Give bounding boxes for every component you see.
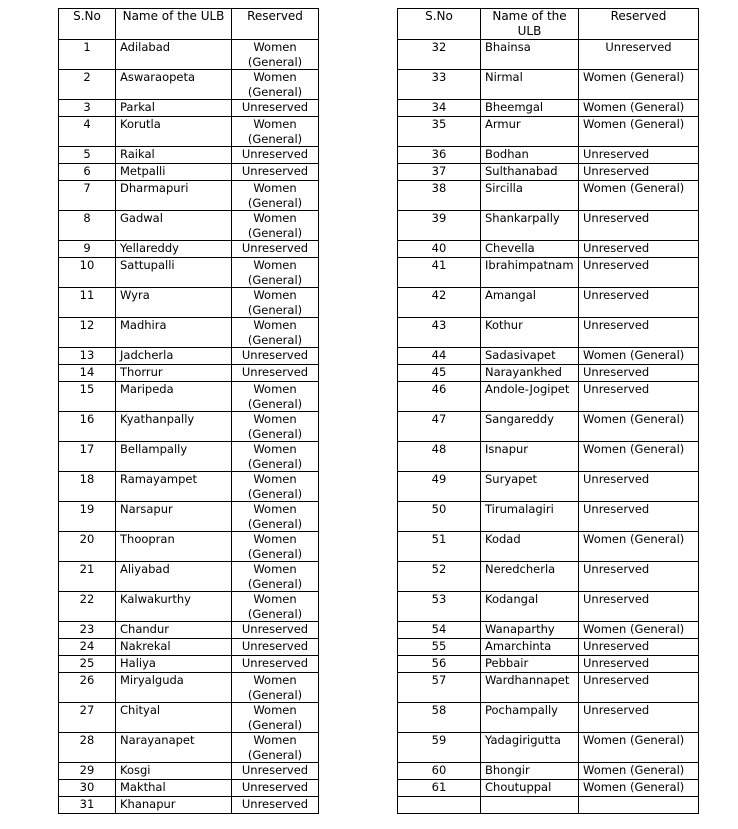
sno-cell: 7 <box>59 181 116 211</box>
sno-cell: 53 <box>398 592 481 622</box>
reserved-cell: Unreserved <box>579 318 699 348</box>
sno-cell: 12 <box>59 318 116 348</box>
reserved-cell: Unreserved <box>579 562 699 592</box>
sno-cell: 18 <box>59 472 116 502</box>
reserved-cell: Women (General) <box>579 412 699 442</box>
ulb-name-cell: Korutla <box>116 117 232 147</box>
sno-cell: 14 <box>59 365 116 382</box>
sno-cell: 16 <box>59 412 116 442</box>
sno-cell: 39 <box>398 211 481 241</box>
table-row <box>398 562 699 592</box>
table-row <box>59 592 319 622</box>
sno-cell: 6 <box>59 164 116 181</box>
reserved-cell: Unreserved <box>579 502 699 532</box>
ulb-name-cell: Kodad <box>481 532 579 562</box>
sno-cell: 54 <box>398 622 481 639</box>
ulb-name-cell: Andole-Jogipet <box>481 382 579 412</box>
ulb-name-cell: Kosgi <box>116 763 232 780</box>
table-row <box>59 318 319 348</box>
reserved-cell: Unreserved <box>232 164 319 181</box>
table-row <box>398 472 699 502</box>
reserved-cell: Unreserved <box>232 763 319 780</box>
ulb-name-cell: Miryalguda <box>116 673 232 703</box>
table-row <box>59 797 319 814</box>
ulb-name-cell: Narsapur <box>116 502 232 532</box>
reserved-cell: Women (General) <box>232 288 319 318</box>
table-row <box>59 117 319 147</box>
ulb-name-cell: Sangareddy <box>481 412 579 442</box>
reserved-cell: Unreserved <box>579 288 699 318</box>
ulb-name-cell: Dharmapuri <box>116 181 232 211</box>
sno-cell: 36 <box>398 147 481 164</box>
empty-cell <box>398 797 481 814</box>
table-row <box>398 763 699 780</box>
reserved-cell: Unreserved <box>232 241 319 258</box>
reserved-cell: Women (General) <box>232 412 319 442</box>
header-name: Name of the ULB <box>116 9 232 40</box>
reserved-cell: Unreserved <box>232 147 319 164</box>
table-row <box>398 502 699 532</box>
sno-cell: 21 <box>59 562 116 592</box>
table-row <box>398 733 699 763</box>
sno-cell: 28 <box>59 733 116 763</box>
sno-cell: 48 <box>398 442 481 472</box>
reserved-cell: Women (General) <box>579 733 699 763</box>
ulb-name-cell: Chandur <box>116 622 232 639</box>
sno-cell: 37 <box>398 164 481 181</box>
sno-cell: 52 <box>398 562 481 592</box>
reserved-cell: Unreserved <box>579 365 699 382</box>
reserved-cell: Unreserved <box>232 348 319 365</box>
table-row <box>59 703 319 733</box>
reserved-cell: Women (General) <box>232 382 319 412</box>
reserved-cell: Unreserved <box>579 639 699 656</box>
ulb-name-cell: Nakrekal <box>116 639 232 656</box>
table-row <box>59 258 319 288</box>
table-row <box>398 412 699 442</box>
table-row <box>59 562 319 592</box>
sno-cell: 60 <box>398 763 481 780</box>
sno-cell: 4 <box>59 117 116 147</box>
reserved-cell: Women (General) <box>579 622 699 639</box>
table-row <box>398 147 699 164</box>
right-reservation-table <box>397 8 699 814</box>
table-row <box>59 147 319 164</box>
table-row <box>59 211 319 241</box>
sno-cell: 49 <box>398 472 481 502</box>
empty-cell <box>481 797 579 814</box>
ulb-name-cell: Ramayampet <box>116 472 232 502</box>
sno-cell: 22 <box>59 592 116 622</box>
header-row <box>398 9 699 40</box>
right-table-body <box>398 40 699 814</box>
table-row <box>398 100 699 117</box>
reserved-cell: Women (General) <box>232 117 319 147</box>
reserved-cell: Women (General) <box>232 562 319 592</box>
ulb-name-cell: Kodangal <box>481 592 579 622</box>
sno-cell: 27 <box>59 703 116 733</box>
reserved-cell: Unreserved <box>232 365 319 382</box>
reserved-cell: Women (General) <box>232 502 319 532</box>
table-row <box>59 763 319 780</box>
ulb-name-cell: Amangal <box>481 288 579 318</box>
ulb-name-cell: Kyathanpally <box>116 412 232 442</box>
reserved-cell: Unreserved <box>579 258 699 288</box>
ulb-name-cell: Kothur <box>481 318 579 348</box>
table-row <box>398 40 699 70</box>
sno-cell: 3 <box>59 100 116 117</box>
reserved-cell: Women (General) <box>579 780 699 797</box>
table-row <box>59 733 319 763</box>
sno-cell: 5 <box>59 147 116 164</box>
table-row <box>398 164 699 181</box>
ulb-name-cell: Adilabad <box>116 40 232 70</box>
ulb-name-cell: Haliya <box>116 656 232 673</box>
table-row <box>59 673 319 703</box>
table-row <box>398 365 699 382</box>
ulb-name-cell: Wanaparthy <box>481 622 579 639</box>
reserved-cell: Unreserved <box>579 164 699 181</box>
ulb-name-cell: Aliyabad <box>116 562 232 592</box>
sno-cell: 30 <box>59 780 116 797</box>
left-table-body <box>59 40 319 814</box>
sno-cell: 15 <box>59 382 116 412</box>
table-row <box>59 70 319 100</box>
ulb-name-cell: Suryapet <box>481 472 579 502</box>
reserved-cell: Women (General) <box>232 258 319 288</box>
table-row <box>59 412 319 442</box>
ulb-name-cell: Aswaraopeta <box>116 70 232 100</box>
table-row <box>59 656 319 673</box>
reserved-cell: Women (General) <box>232 70 319 100</box>
sno-cell: 29 <box>59 763 116 780</box>
ulb-name-cell: Kalwakurthy <box>116 592 232 622</box>
table-row <box>398 348 699 365</box>
table-row <box>398 258 699 288</box>
ulb-name-cell: Gadwal <box>116 211 232 241</box>
sno-cell: 56 <box>398 656 481 673</box>
sno-cell: 25 <box>59 656 116 673</box>
reserved-cell: Unreserved <box>579 656 699 673</box>
sno-cell: 23 <box>59 622 116 639</box>
sno-cell: 13 <box>59 348 116 365</box>
table-row <box>398 532 699 562</box>
reserved-cell: Unreserved <box>579 703 699 733</box>
ulb-name-cell: Bhongir <box>481 763 579 780</box>
reserved-cell: Women (General) <box>579 442 699 472</box>
reserved-cell: Women (General) <box>579 100 699 117</box>
sno-cell: 10 <box>59 258 116 288</box>
reserved-cell: Unreserved <box>579 673 699 703</box>
reserved-cell: Unreserved <box>579 147 699 164</box>
ulb-name-cell: Thoopran <box>116 532 232 562</box>
empty-cell <box>579 797 699 814</box>
table-row <box>398 442 699 472</box>
reserved-cell: Women (General) <box>232 181 319 211</box>
sno-cell: 32 <box>398 40 481 70</box>
ulb-name-cell: Makthal <box>116 780 232 797</box>
sno-cell: 44 <box>398 348 481 365</box>
reserved-cell: Women (General) <box>232 442 319 472</box>
ulb-name-cell: Bodhan <box>481 147 579 164</box>
reserved-cell: Unreserved <box>579 382 699 412</box>
table-row <box>398 639 699 656</box>
ulb-name-cell: Sulthanabad <box>481 164 579 181</box>
table-row <box>398 382 699 412</box>
ulb-name-cell: Parkal <box>116 100 232 117</box>
table-row <box>398 318 699 348</box>
ulb-name-cell: Raikal <box>116 147 232 164</box>
ulb-name-cell: Choutuppal <box>481 780 579 797</box>
reserved-cell: Women (General) <box>579 763 699 780</box>
header-name: Name of the ULB <box>481 9 579 40</box>
ulb-name-cell: Madhira <box>116 318 232 348</box>
reserved-cell: Women (General) <box>232 211 319 241</box>
reserved-cell: Women (General) <box>232 532 319 562</box>
reserved-cell: Unreserved <box>579 241 699 258</box>
ulb-name-cell: Tirumalagiri <box>481 502 579 532</box>
sno-cell: 42 <box>398 288 481 318</box>
sno-cell: 61 <box>398 780 481 797</box>
table-row <box>398 70 699 100</box>
reserved-cell: Women (General) <box>232 673 319 703</box>
table-row <box>59 181 319 211</box>
sno-cell: 55 <box>398 639 481 656</box>
table-row <box>398 703 699 733</box>
sno-cell: 17 <box>59 442 116 472</box>
table-row <box>398 656 699 673</box>
ulb-name-cell: Pebbair <box>481 656 579 673</box>
sno-cell: 2 <box>59 70 116 100</box>
reserved-cell: Unreserved <box>232 100 319 117</box>
ulb-name-cell: Shankarpally <box>481 211 579 241</box>
table-row <box>59 288 319 318</box>
reserved-cell: Women (General) <box>579 181 699 211</box>
table-row <box>398 288 699 318</box>
sno-cell: 41 <box>398 258 481 288</box>
sno-cell: 57 <box>398 673 481 703</box>
ulb-name-cell: Metpalli <box>116 164 232 181</box>
sno-cell: 38 <box>398 181 481 211</box>
table-row <box>398 592 699 622</box>
table-row <box>59 100 319 117</box>
reserved-cell: Women (General) <box>232 733 319 763</box>
reserved-cell: Women (General) <box>579 70 699 100</box>
table-row <box>59 365 319 382</box>
reserved-cell: Unreserved <box>579 472 699 502</box>
table-row <box>59 241 319 258</box>
ulb-name-cell: Chevella <box>481 241 579 258</box>
sno-cell: 50 <box>398 502 481 532</box>
reserved-cell: Women (General) <box>232 703 319 733</box>
header-reserved: Reserved <box>579 9 699 40</box>
ulb-name-cell: Bheemgal <box>481 100 579 117</box>
sno-cell: 20 <box>59 532 116 562</box>
table-row <box>398 117 699 147</box>
ulb-name-cell: Pochampally <box>481 703 579 733</box>
reserved-cell: Unreserved <box>579 40 699 70</box>
left-reservation-table <box>58 8 319 814</box>
ulb-name-cell: Sadasivapet <box>481 348 579 365</box>
sno-cell: 11 <box>59 288 116 318</box>
table-row <box>59 382 319 412</box>
ulb-name-cell: Amarchinta <box>481 639 579 656</box>
sno-cell: 31 <box>59 797 116 814</box>
sno-cell: 19 <box>59 502 116 532</box>
table-row <box>398 673 699 703</box>
ulb-name-cell: Isnapur <box>481 442 579 472</box>
ulb-name-cell: Sircilla <box>481 181 579 211</box>
sno-cell: 47 <box>398 412 481 442</box>
table-row <box>59 502 319 532</box>
ulb-name-cell: Jadcherla <box>116 348 232 365</box>
sno-cell: 1 <box>59 40 116 70</box>
ulb-name-cell: Yadagirigutta <box>481 733 579 763</box>
table-row <box>59 639 319 656</box>
sno-cell: 59 <box>398 733 481 763</box>
ulb-name-cell: Maripeda <box>116 382 232 412</box>
table-row <box>59 40 319 70</box>
table-row <box>59 164 319 181</box>
reserved-cell: Unreserved <box>232 797 319 814</box>
ulb-name-cell: Khanapur <box>116 797 232 814</box>
table-row <box>398 211 699 241</box>
sno-cell: 46 <box>398 382 481 412</box>
ulb-name-cell: Chityal <box>116 703 232 733</box>
ulb-name-cell: Narayankhed <box>481 365 579 382</box>
table-row <box>59 780 319 797</box>
sno-cell: 24 <box>59 639 116 656</box>
sno-cell: 34 <box>398 100 481 117</box>
reserved-cell: Women (General) <box>232 592 319 622</box>
table-row <box>398 780 699 797</box>
ulb-name-cell: Ibrahimpatnam <box>481 258 579 288</box>
sno-cell: 51 <box>398 532 481 562</box>
table-row <box>59 442 319 472</box>
ulb-name-cell: Bellampally <box>116 442 232 472</box>
reserved-cell: Women (General) <box>579 117 699 147</box>
sno-cell: 9 <box>59 241 116 258</box>
header-sno: S.No <box>398 9 481 40</box>
sno-cell: 35 <box>398 117 481 147</box>
reserved-cell: Women (General) <box>232 472 319 502</box>
header-row <box>59 9 319 40</box>
reserved-cell: Unreserved <box>232 622 319 639</box>
sno-cell: 8 <box>59 211 116 241</box>
table-row <box>59 472 319 502</box>
ulb-name-cell: Sattupalli <box>116 258 232 288</box>
reserved-cell: Unreserved <box>579 592 699 622</box>
reserved-cell: Women (General) <box>579 348 699 365</box>
table-row <box>398 241 699 258</box>
ulb-name-cell: Wyra <box>116 288 232 318</box>
ulb-name-cell: Thorrur <box>116 365 232 382</box>
sno-cell: 26 <box>59 673 116 703</box>
reserved-cell: Women (General) <box>232 318 319 348</box>
reserved-cell: Unreserved <box>232 639 319 656</box>
table-row <box>398 181 699 211</box>
header-sno: S.No <box>59 9 116 40</box>
empty-row <box>398 797 699 814</box>
ulb-name-cell: Armur <box>481 117 579 147</box>
ulb-name-cell: Nirmal <box>481 70 579 100</box>
sno-cell: 33 <box>398 70 481 100</box>
sno-cell: 58 <box>398 703 481 733</box>
table-row <box>59 532 319 562</box>
sno-cell: 43 <box>398 318 481 348</box>
ulb-name-cell: Yellareddy <box>116 241 232 258</box>
reserved-cell: Women (General) <box>232 40 319 70</box>
header-reserved: Reserved <box>232 9 319 40</box>
reserved-cell: Women (General) <box>579 532 699 562</box>
reserved-cell: Unreserved <box>232 780 319 797</box>
ulb-name-cell: Bhainsa <box>481 40 579 70</box>
ulb-name-cell: Narayanapet <box>116 733 232 763</box>
reserved-cell: Unreserved <box>232 656 319 673</box>
ulb-name-cell: Wardhannapet <box>481 673 579 703</box>
table-row <box>59 622 319 639</box>
sno-cell: 40 <box>398 241 481 258</box>
sno-cell: 45 <box>398 365 481 382</box>
ulb-name-cell: Neredcherla <box>481 562 579 592</box>
table-row <box>398 622 699 639</box>
reserved-cell: Unreserved <box>579 211 699 241</box>
table-row <box>59 348 319 365</box>
